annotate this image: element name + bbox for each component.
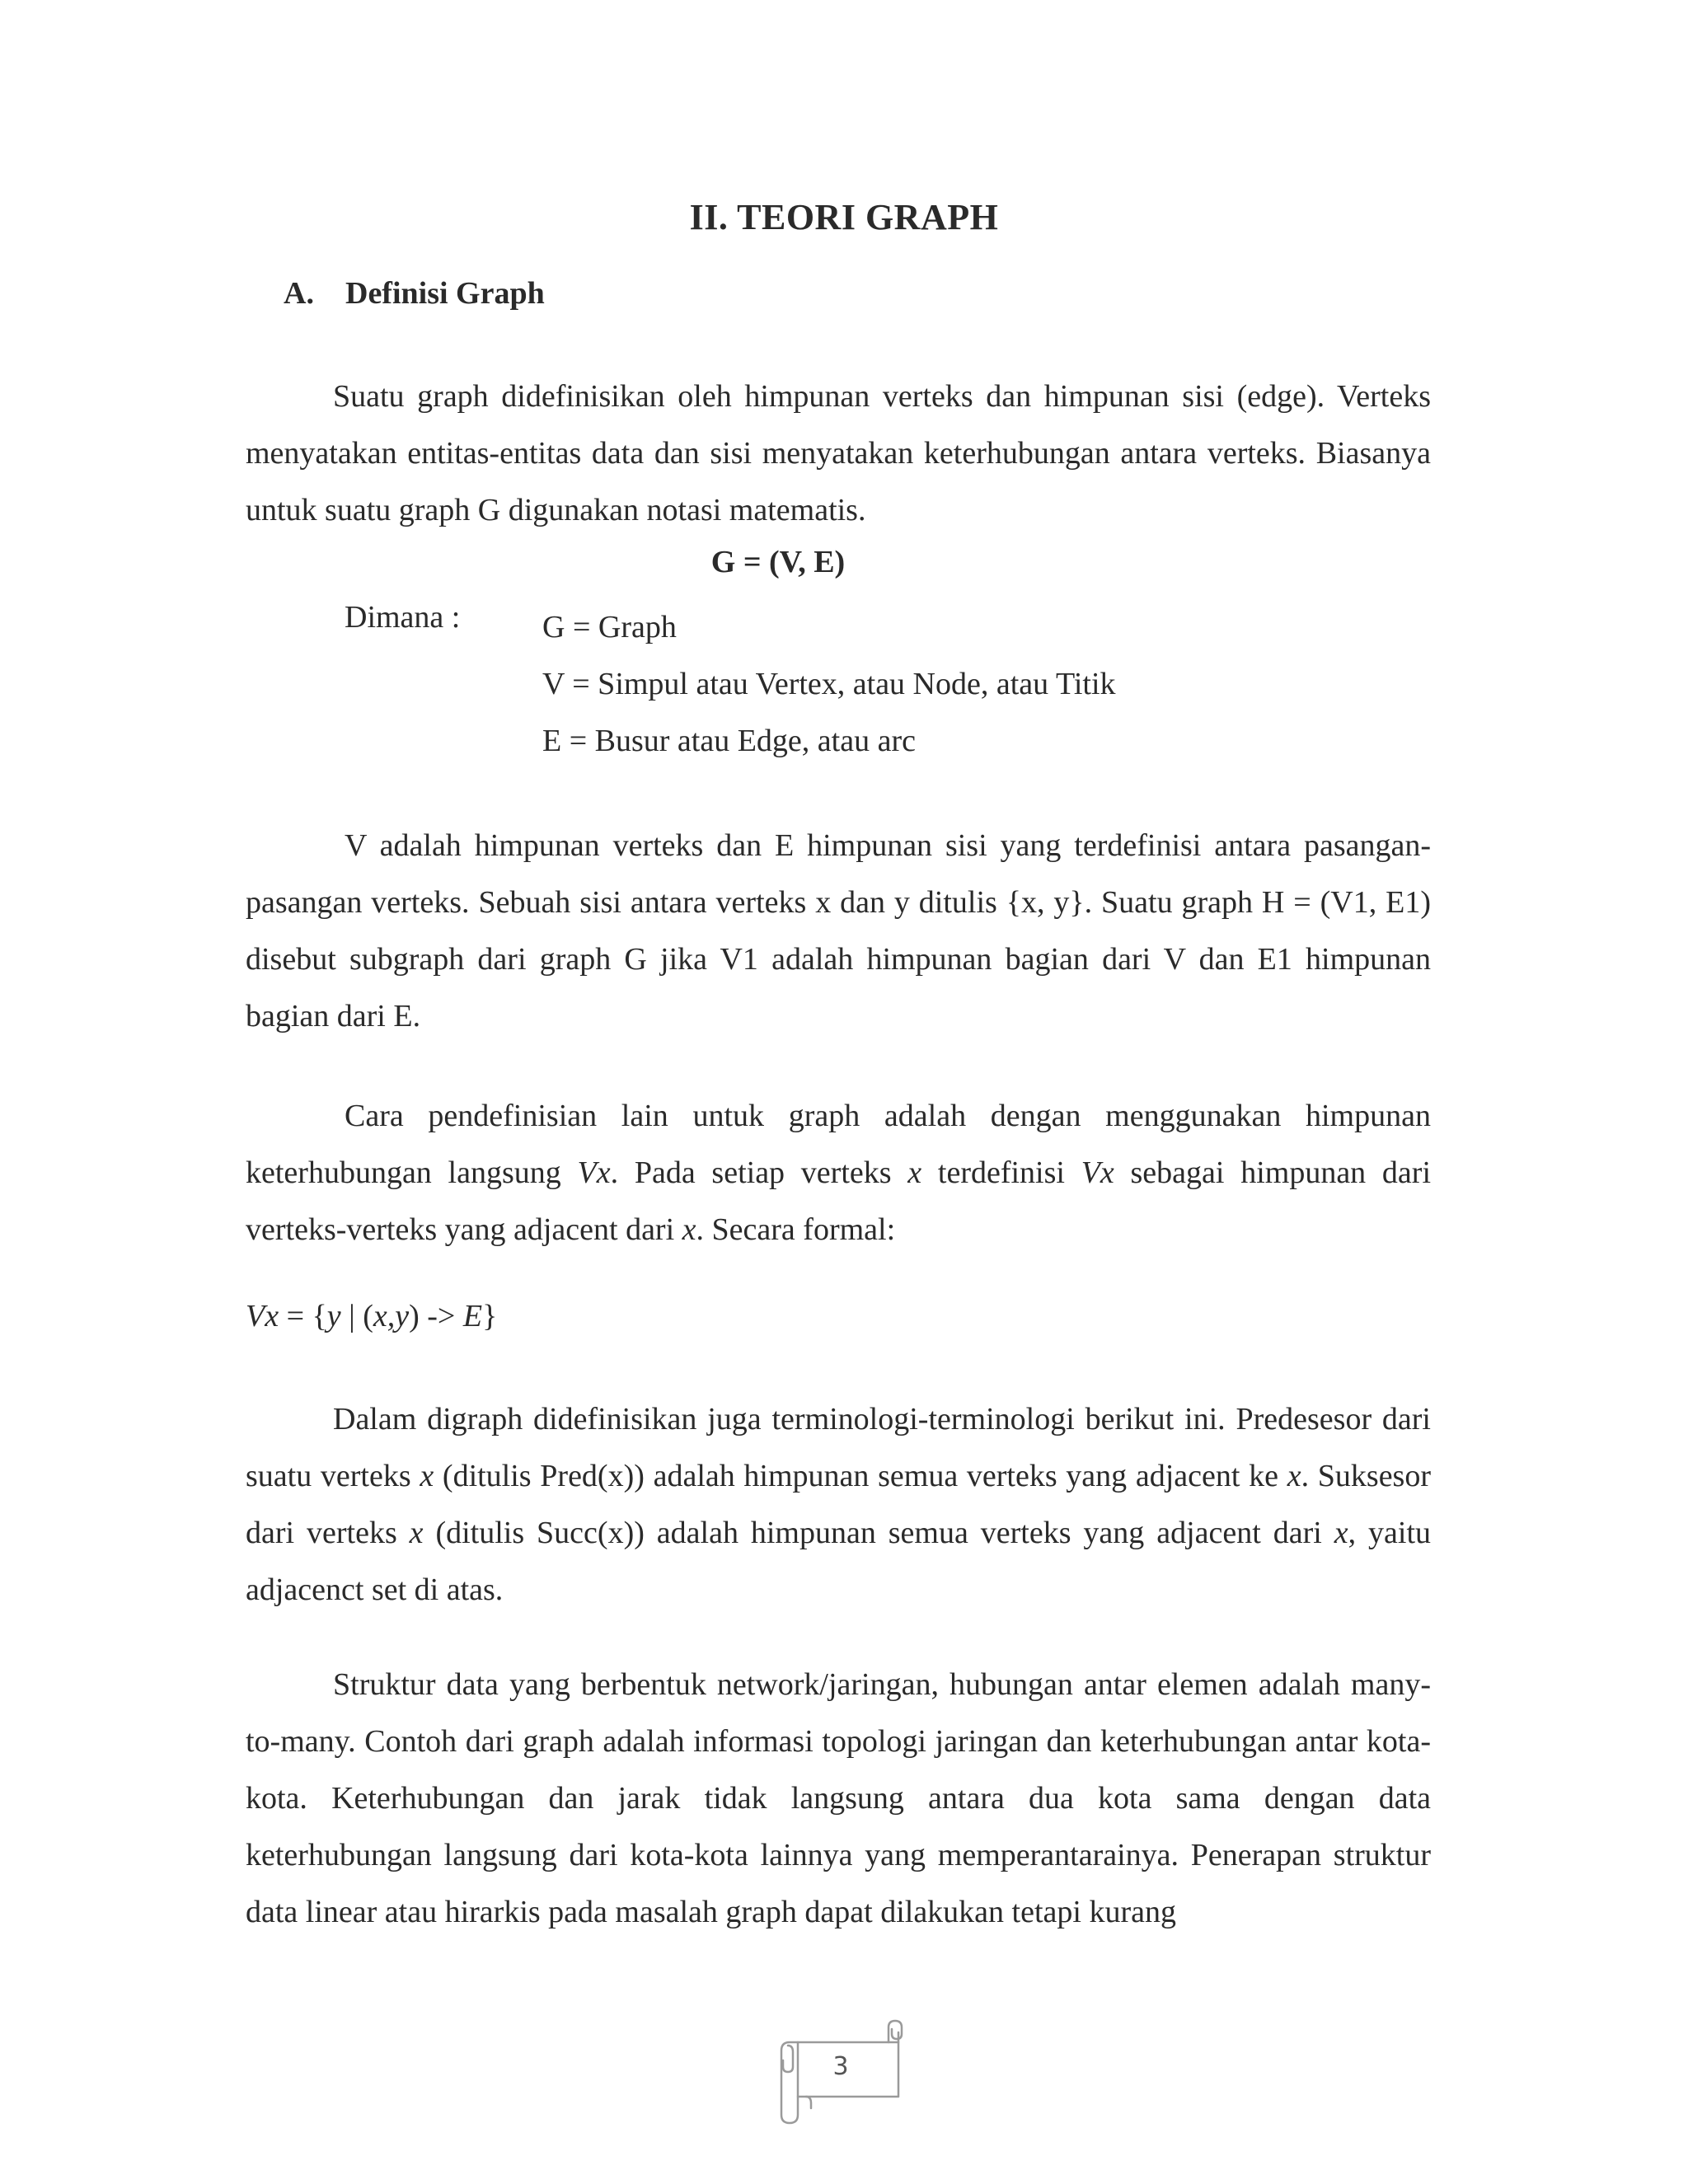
definitions-list — [542, 599, 1116, 770]
adjacency-set-formula: Vx = {y | (x,y) -> E} — [246, 1299, 498, 1333]
section-heading — [284, 275, 545, 312]
definition-item: G = Graph — [542, 610, 677, 644]
paragraph-subgraph: V adalah himpunan verteks dan E himpunan sisi yang terdefinisi antara pasangan-pasangan verteks. Sebuah sisi antara verteks x dan y ditulis {x, y}. Suatu graph H = (V1, E1) disebut subgraph dari graph G jika V1 adalah himpunan bagian dari V dan E1 himpunan bagian dari E. — [246, 828, 1431, 1033]
page-number: 3 — [832, 2052, 849, 2081]
paragraph-adjacency: Cara pendefinisian lain untuk graph adalah dengan menggunakan himpunan keterhubungan langsung Vx. Pada setiap verteks x terdefinisi Vx sebagai himpunan dari verteks-verteks yang adjacent dari x. Secara formal: — [246, 1099, 1432, 1247]
section-number: A. — [284, 276, 314, 311]
chapter-title: II. TEORI GRAPH — [689, 197, 999, 237]
page-number-frame — [765, 2018, 913, 2126]
definition-item: E = Busur atau Edge, atau arc — [542, 724, 916, 758]
section-title: Definisi Graph — [345, 276, 545, 311]
graph-formula-text: G = (V, E) — [710, 545, 846, 579]
definition-item: V = Simpul atau Vertex, atau Node, atau Titik — [542, 667, 1116, 701]
graph-formula — [0, 544, 1688, 580]
paragraph-network-structure: Struktur data yang berbentuk network/jaringan, hubungan antar elemen adalah many-to-many. Contoh dari graph adalah informasi topologi jaringan dan keterhubungan antar kota-kota. Keterhubungan dan jarak tidak langsung antara dua kota sama dengan data keterhubungan langsung dari kota-kota lainnya yang memperantarainya. Penerapan struktur data linear atau hirarkis pada masalah graph dapat dilakukan tetapi kurang — [246, 1667, 1431, 1929]
paragraph-digraph: Dalam digraph didefinisikan juga terminologi-terminologi berikut ini. Predesesor dari suatu verteks x (ditulis Pred(x)) adalah himpunan semua verteks yang adjacent ke x. Suksesor dari verteks x (ditulis Succ(x)) adalah himpunan semua verteks yang adjacent dari x, yaitu adjacenct set di atas. — [246, 1402, 1432, 1607]
paragraph-graph-definition: Suatu graph didefinisikan oleh himpunan verteks dan himpunan sisi (edge). Verteks menyatakan entitas-entitas data dan sisi menyatakan keterhubungan antara verteks. Biasanya untuk suatu graph G digunakan notasi matematis. — [246, 379, 1431, 527]
definitions-label: Dimana : — [345, 600, 461, 635]
